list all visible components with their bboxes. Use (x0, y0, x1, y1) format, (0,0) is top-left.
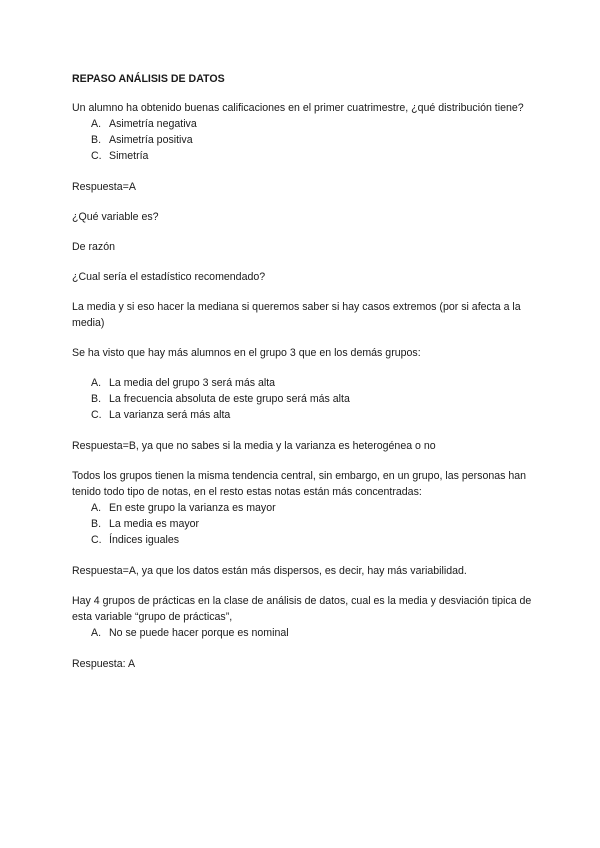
question-4: Se ha visto que hay más alumnos en el grupo 3 que en los demás grupos: (72, 347, 421, 359)
option-text: La media es mayor (109, 518, 200, 530)
option-item (72, 516, 532, 532)
document-body (72, 71, 532, 686)
option-text: No se puede hacer porque es nominal (109, 627, 289, 639)
option-item (72, 148, 532, 164)
option-item (72, 500, 532, 516)
option-marker: B. (91, 134, 102, 146)
option-marker: C. (91, 150, 102, 162)
answer-1: Respuesta=A (72, 181, 136, 193)
option-item (72, 391, 532, 407)
answer-6: Respuesta: A (72, 658, 136, 670)
option-marker: C. (91, 409, 102, 421)
question-5: Todos los grupos tienen la misma tendencia central, sin embargo, en un grupo, las personas han tenido todo tipo de notas, en el resto estas notas están más concentradas: (72, 470, 527, 498)
option-text: Asimetría positiva (109, 134, 193, 146)
question-1-options (72, 116, 532, 164)
option-item (72, 375, 532, 391)
option-item (72, 625, 532, 641)
question-4-options (72, 375, 532, 423)
option-marker: B. (91, 518, 102, 530)
answer-5: Respuesta=A, ya que los datos están más dispersos, es decir, hay más variabilidad. (72, 565, 467, 577)
option-item (72, 116, 532, 132)
option-item (72, 532, 532, 548)
option-marker: A. (91, 118, 102, 130)
option-marker: A. (91, 627, 102, 639)
question-6-options (72, 625, 532, 641)
option-text: La frecuencia absoluta de este grupo será más alta (109, 393, 350, 405)
question-1: Un alumno ha obtenido buenas calificaciones en el primer cuatrimestre, ¿qué distribución tiene? (72, 102, 524, 114)
question-6: Hay 4 grupos de prácticas en la clase de análisis de datos, cual es la media y desviación tipica de esta variable “grupo de prácticas”, (72, 595, 532, 623)
option-marker: C. (91, 534, 102, 546)
question-2: ¿Qué variable es? (72, 211, 159, 223)
option-marker: B. (91, 393, 102, 405)
option-item (72, 407, 532, 423)
option-text: La varianza será más alta (109, 409, 231, 421)
option-marker: A. (91, 502, 102, 514)
question-3: ¿Cual sería el estadístico recomendado? (72, 271, 266, 283)
document-title: REPASO ANÁLISIS DE DATOS (72, 73, 225, 85)
option-text: Índices iguales (109, 534, 180, 546)
answer-3: La media y si eso hacer la mediana si queremos saber si hay casos extremos (por si afecta a la media) (72, 301, 521, 329)
option-text: En este grupo la varianza es mayor (109, 502, 276, 514)
answer-2: De razón (72, 241, 115, 253)
option-item (72, 132, 532, 148)
answer-4: Respuesta=B, ya que no sabes si la media y la varianza es heterogénea o no (72, 440, 436, 452)
option-marker: A. (91, 377, 102, 389)
option-text: Simetría (109, 150, 149, 162)
question-5-options (72, 500, 532, 548)
option-text: Asimetría negativa (109, 118, 197, 130)
option-text: La media del grupo 3 será más alta (109, 377, 276, 389)
